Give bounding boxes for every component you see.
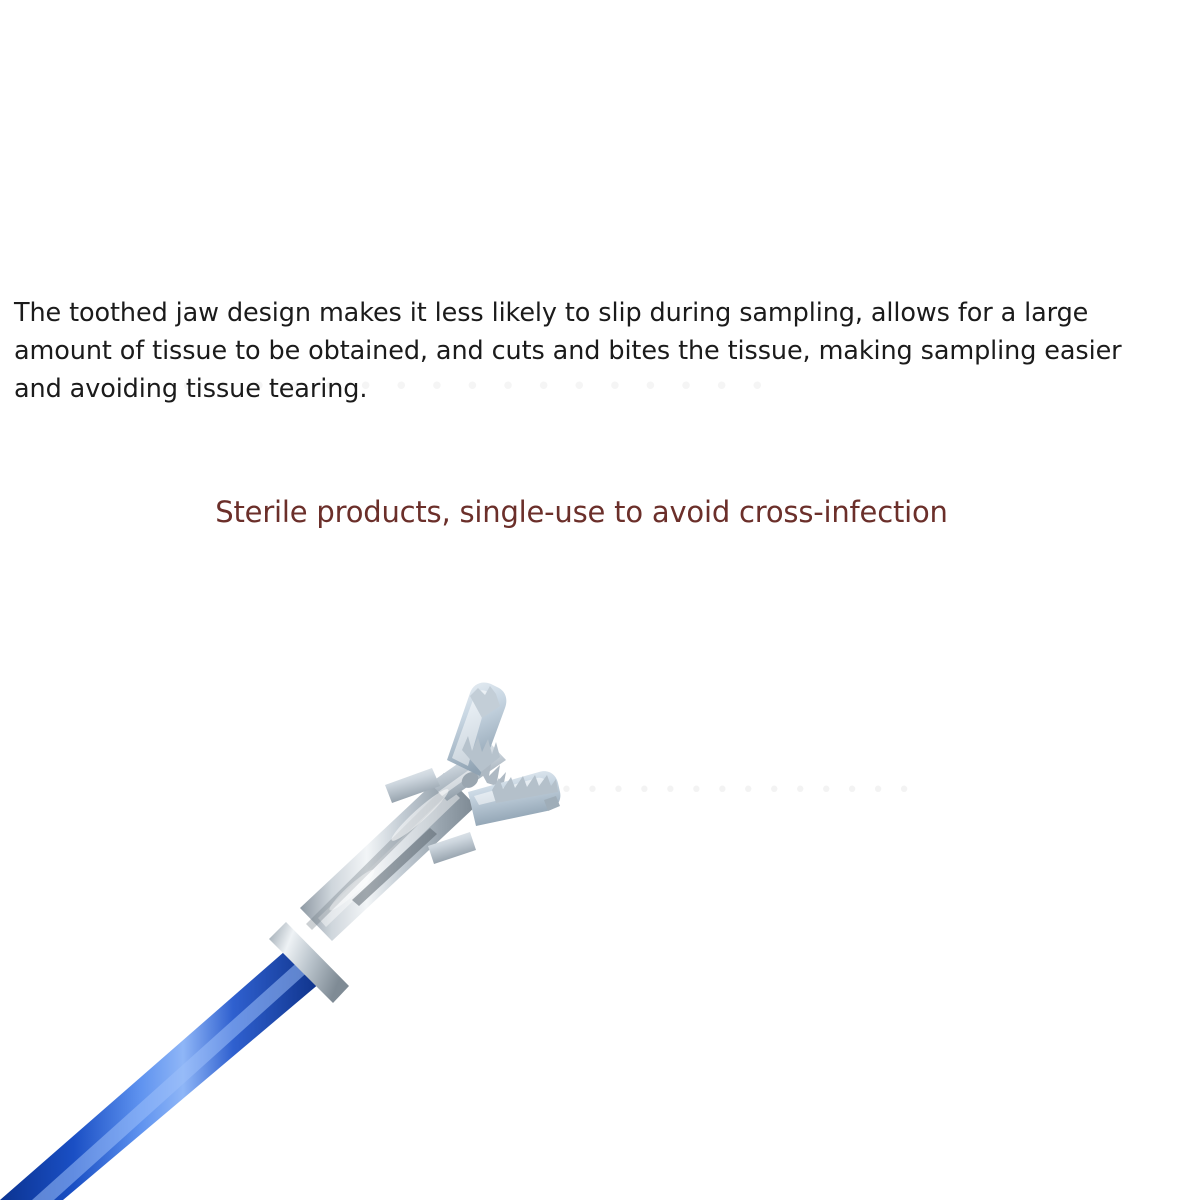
biopsy-forceps-illustration (0, 600, 1200, 1200)
body-paragraph: The toothed jaw design makes it less likely to slip during sampling, allows for a large amount of tissue to be obtained, and cuts and bites the tissue, making sampling easier and avoiding tissue tearing. (14, 297, 1122, 404)
tagline-heading: Sterile products, single-use to avoid cross-infection (215, 495, 948, 529)
background-watermark-bottom: • • • • • • • • • • • • • • (560, 778, 914, 803)
lower-jaw (468, 771, 560, 826)
product-photo (0, 600, 1200, 1200)
sheath-shaft (0, 938, 333, 1200)
